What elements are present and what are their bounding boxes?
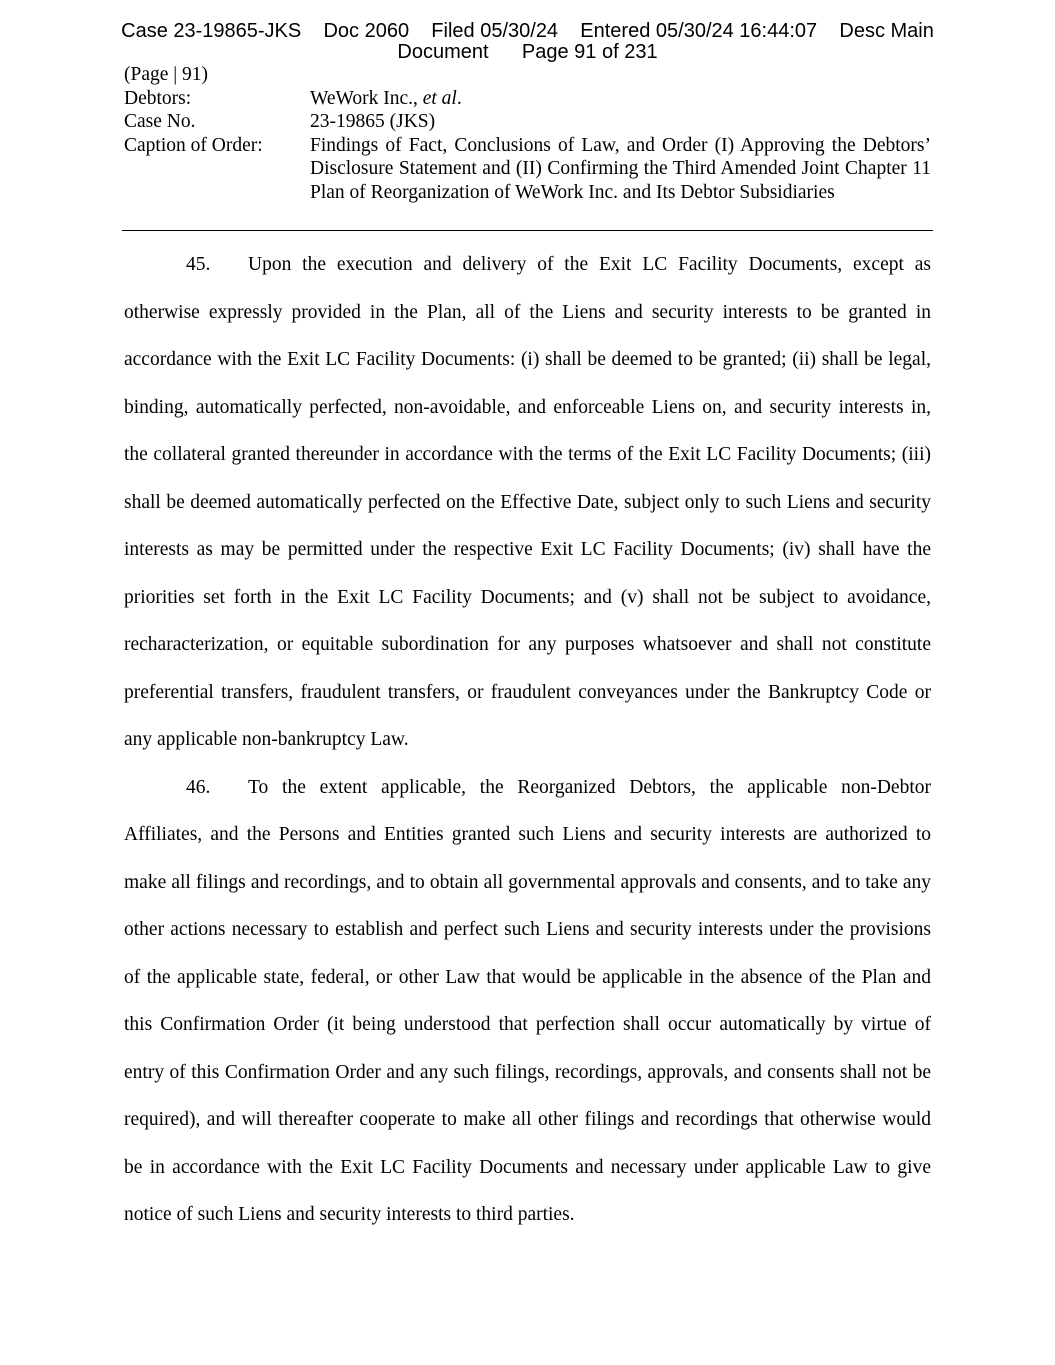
caption-of-order-label: Caption of Order: bbox=[124, 134, 263, 156]
order-caption-block bbox=[124, 63, 931, 204]
page-reference-row bbox=[124, 63, 931, 87]
filing-stamp-line-2: Document Page 91 of 231 bbox=[397, 41, 658, 63]
court-filing-stamp bbox=[0, 20, 1055, 63]
case-number-label: Case No. bbox=[124, 111, 196, 132]
debtors-name: WeWork Inc., bbox=[310, 87, 423, 109]
case-number-row bbox=[124, 110, 931, 134]
filing-stamp-line-1: Case 23-19865-JKS Doc 2060 Filed 05/30/24 Entered 05/30/24 16:44:07 Desc Main bbox=[121, 20, 934, 42]
paragraph-45 bbox=[124, 241, 931, 764]
paragraph-46 bbox=[124, 764, 931, 1239]
paragraph-number: 46. bbox=[186, 776, 211, 798]
order-body bbox=[124, 241, 931, 1239]
caption-divider bbox=[122, 230, 933, 231]
debtors-value bbox=[310, 87, 931, 111]
caption-of-order-row bbox=[124, 134, 931, 205]
debtors-et-al: et al bbox=[422, 87, 457, 109]
paragraph-text: Upon the execution and delivery of the Exit LC Facility Documents, except as otherwise expressly provided in the Plan, all of the Liens and security interests to be granted in accordance with the Exit LC Facility Documents: (i) shall be deemed to be granted; (ii) shall be legal, binding, automatically perfected, non-avoidable, and enforceable Liens on, and security interests in, the collateral granted thereunder in accordance with the terms of the Exit LC Facility Documents; (iii) shall be deemed automatically perfected on the Effective Date, subject only to such Liens and security interests as may be permitted under the respective Exit LC Facility Documents; (iv) shall have the priorities set forth in the Exit LC Facility Documents; and (v) shall not be subject to avoidance, recharacterization, or equitable subordination for any purposes whatsoever and shall not constitute preferential transfers, fraudulent transfers, or fraudulent conveyances under the Bankruptcy Code or any applicable non-bankruptcy Law. bbox=[124, 254, 931, 750]
paragraph-number: 45. bbox=[186, 254, 211, 275]
debtors-row bbox=[124, 87, 931, 111]
debtors-label: Debtors: bbox=[124, 87, 192, 109]
debtors-period: . bbox=[456, 87, 462, 109]
paragraph-text: To the extent applicable, the Reorganized Debtors, the applicable non-Debtor Affiliates, and the Persons and Entities granted such Liens and security interests are authorized to make all filings and recordings, and to obtain all governmental approvals and consents, and to take any other actions necessary to establish and perfect such Liens and security interests under the provisions of the applicable state, federal, or other Law that would be applicable in the absence of the Plan and this Confirmation Order (it being understood that perfection shall occur automatically by virtue of entry of this Confirmation Order and any such filings, recordings, approvals, and consents shall not be required), and will thereafter cooperate to make all other filings and recordings that otherwise would be in accordance with the Exit LC Facility Documents and necessary under applicable Law to give notice of such Liens and security interests to third parties. bbox=[124, 776, 931, 1225]
caption-of-order-value: Findings of Fact, Conclusions of Law, and Order (I) Approving the Debtors’ Disclosure Statement and (II) Confirming the Third Amended Joint Chapter 11 Plan of Reorganization of WeWork Inc. and Its Debtor Subsidiaries bbox=[310, 134, 931, 203]
page-reference: (Page | 91) bbox=[124, 64, 209, 85]
case-number-value: 23-19865 (JKS) bbox=[310, 111, 436, 132]
